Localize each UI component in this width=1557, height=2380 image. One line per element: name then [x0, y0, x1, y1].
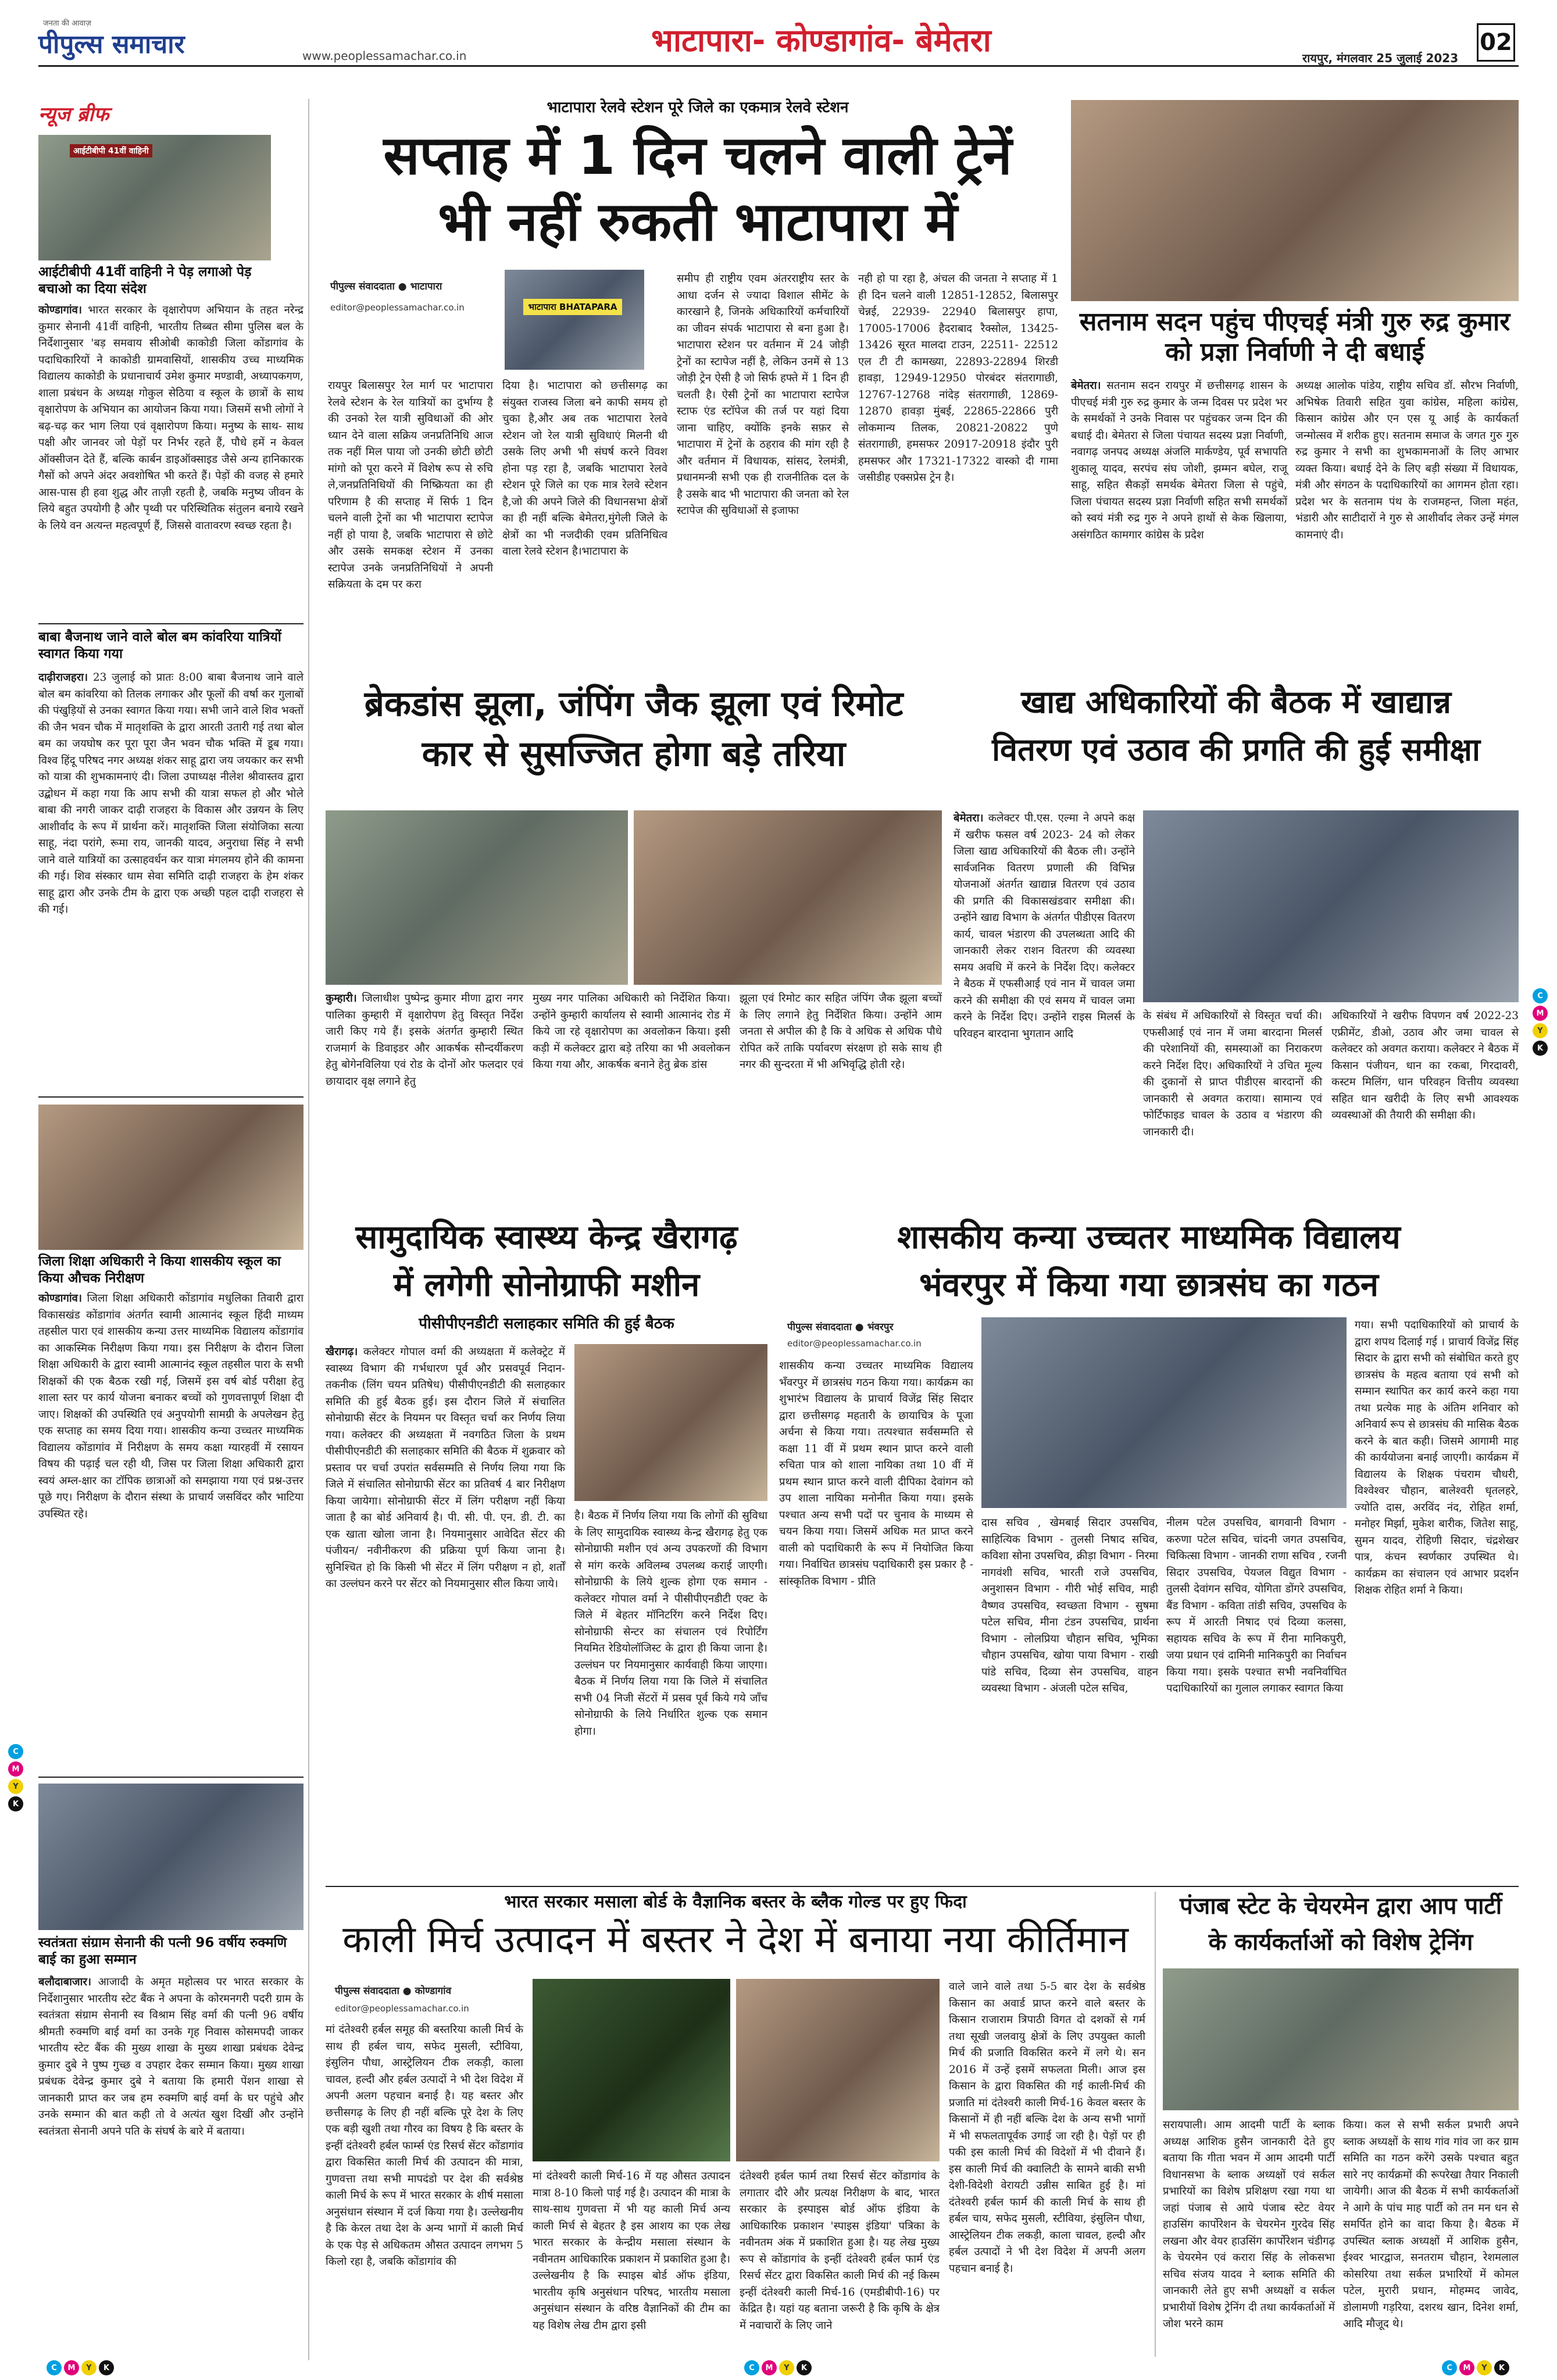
- brief3-text: जिला शिक्षा अधिकारी कोंडागांव मधुलिका तिवारी द्वारा विकासखंड कोंडागांव अंतर्गत स्वामी आत्मानंद स्कूल हिंदी माध्यम तहसील पारा एवं शासकीय कन्या उत्तर माध्यमिक विद्यालय कोंडागांव का आकस्मिक निरीक्षण किया गया। इस निरीक्षण के दौरान जिला शिक्षा अधिकारी के द्वारा स्वामी आत्मानंद स्कूल तहसील पारा के सभी शिक्षकों की एक बैठक रखी गई, जिसमें इस वर्ष बोर्ड परीक्षा हेतु शाला स्तर पर कार्य योजना बनाकर बच्चों को गुणवत्तापूर्ण शिक्षा दी जाए। शिक्षकों की उपस्थिति एवं अनुपयोगी सामग्री के अपलेखन हेतु एक सप्ताह का समय दिया गया। शासकीय कन्या उच्चतर माध्यमिक विद्यालय कोंडागांव में निरीक्षण के समय कक्षा ग्यारहवीं में रसायन विषय की पढ़ाई चल रही थी, जिस पर जिला शिक्षा अधिकारी द्वारा स्वयं अम्ल-क्षार का टॉपिक छात्राओं को समझाया गया एवं प्रश्न-उत्तर पूछे गए। निरीक्षण के दौरान संस्था के प्राचार्य जसविंदर कौर भाटिया उपस्थित रहे।: [38, 1292, 307, 1520]
- lead-col1: रायपुर बिलासपुर रेल मार्ग पर भाटापारा रेलवे स्टेशन के रेल यात्रियों का दुर्भाग्य है की उनको रेल यात्री सुविधाओं की ओर ध्यान देने वाला सक्रिय जनप्रतिनिधि आज तक नहीं मिल पाया जो उनकी छोटी छोटी मांगो को पूरा करने में विशेष रूप से रुचि ले,जनप्रतिनिधियों की निष्क्रियता का ही परिणाम है की सप्ताह में सिर्फ 1 दिन चलने वाली ट्रेनों का भी भाटापारा स्टापेज नहीं हो पाया है, जबकि भाटापारा से छोटे और उसके समकक्ष स्टेशन में उनका स्टापेज उनके जनप्रतिनिधियों ने अपनी सक्रियता के दम पर करा: [328, 380, 497, 591]
- breakdance-photo-right: [634, 810, 942, 985]
- minister-birthday-photo: [1071, 100, 1519, 301]
- brief3-dateline: कोण्डागांव।: [38, 1292, 82, 1305]
- khadya-col2: के संबंध में अधिकारियों से विस्तृत चर्चा की। एफसीआई एवं नान में जमा बारदाना मिलर्स की परेशानियों की, समस्याओं का निराकरण करने निर्देश दिए। अधिकारियों ने उचित मूल्य की दुकानों से प्राप्त पीडीएस बारदानों की जानकारी से अवगत कराया। सामान्य एवं फोर्टिफाइड चावल के उठाव व भंडारण की जानकारी दी।: [1143, 1010, 1326, 1138]
- punjab-col1: सरायपाली। आम आदमी पार्टी के ब्लाक अध्यक्ष आशिक हुसैन जानकारी देते हुए बताया कि गीता भवन में आम आदमी पार्टी विधानसभा के ब्लाक अध्यक्षों एवं सर्कल प्रभारियों का विशेष प्रशिक्षण रखा गया था जहां पंजाब से आये पंजाब स्टेट वेयर हाउसिंग कार्पोरेशन के चेयरमेन गुरदेव सिंह लखना और वेयर हाउसिंग कार्पोरेशन चंडीगढ़ के चेयरमेन एवं करारा सिंह के लोकसभा सचिव संजय यादव ने ब्लाक समिति की जानकारी लेते हुए सभी अध्यक्षों व सर्कल प्रभारीयों विशेष ट्रेनिंग दी तथा कार्यकर्ताओं में जोश भरने काम: [1163, 2119, 1338, 2330]
- freedom-fighter-wife-honour-photo: [38, 1784, 303, 1930]
- brief2-body: [38, 670, 307, 1092]
- cmyk-mark-right: [1533, 988, 1548, 1056]
- kanya-col3: नीलम पटेल उपसचिव, बागवानी विभाग - करुणा पटेल सचिव, चांदनी जगत उपसचिव, चिकित्सा विभाग - जानकी राणा सचिव , रजनी सिदार उपसचिव, पेयजल विद्युत विभाग - तुलसी देवांगन सचिव, योगिता डोंगरे उपसचिव, बैंड विभाग - कविता तांडी सचिव, उपसचिव के रूप में आरती निषाद एवं दिव्या कलसा, सहायक सचिव के रूप में रीना मानिकपुरी, जया प्रधान एवं दामिनी मानिकपुरी का निर्वाचन किया गया। इसके पश्चात सभी नवनिर्वाचित पदाधिकारियों का गुलाल लगाकर स्वागत किया: [1166, 1517, 1350, 1695]
- farmer-portrait-photo: [736, 1979, 940, 2161]
- cmyk-c: C: [47, 2360, 62, 2375]
- khadya-meeting-photo: [1143, 810, 1519, 1002]
- page-number: 02: [1477, 23, 1515, 62]
- breakdance-photo-left: [326, 810, 628, 985]
- brief2-text: 23 जुलाई को प्रातः 8:00 बाबा बैजनाथ जाने वाले बोल बम कांवरिया को तिलक लगाकर और फूलों की वर्षा कर गुलाबों की पंखुड़ियों से उनका स्वागत किया गया। सभी जाने वाले शिव भक्तों की जैन भवन चौक में मातृशक्ति के द्वारा आरती उतारी गई तथा बोल बम का जयघोष कर पूरा पूरा जैन भवन चौक भक्ति में डूब गया। विश्व हिंदू परिषद नगर अध्यक्ष शंकर साहू द्वारा जय जयकार कर सभी को यात्रा की शुभकामनाएं दी। जिला उपाध्यक्ष नीलेश श्रीवास्तव द्वारा उद्बोधन में कहा गया कि आप सभी की यात्रा सफल हो और भोले बाबा की नगरी जाकर दाढ़ी राजहरा के विकास और उन्नयन के लिए आशीर्वाद के रूप में प्रार्थना करें। मातृशक्ति जिला संयोजिका सत्या साहू, नंदा परांगे, रूमा राय, जानकी यादव, अनुराधा सिंह ने सभी जाने वाले यात्रियों का उत्साहवर्धन कर यात्रा मंगलमय होने की कामना की गई। शिव संस्कार धाम सेवा समिति दाढ़ी राजहरा के हेम शंकर साहू द्वारा और उनके टीम के द्वारा एक अच्छी पहल दाढ़ी राजहरा से की गई।: [38, 671, 307, 916]
- kalimirch-col3: दंतेश्वरी हर्बल फार्म तथा रिसर्च सेंटर कोंडागांव के लगातार दौरे और प्रत्यक्ष निरीक्षण के बाद, भारत सरकार के इस्पाइस बोर्ड ऑफ इंडिया के आधिकारिक प्रकाशन 'स्पाइस इंडिया' पत्रिका के नवीनतम अंक में प्रकाशित हुआ है। यह लेख मुख्य रूप से कोंडागांव के इन्हीं दंतेश्वरी हर्बल फार्म एंड रिसर्च सेंटर द्वारा विकसित काली मिर्च की नई किस्म इन्हीं दंतेश्वरी काली मिर्च-16 (एमडीबीपी-16) पर केंद्रित है। यहां यह बताना जरूरी है कि कृषि के क्षेत्र में नवाचारों के लिए जाने: [740, 2170, 943, 2332]
- breakdance-headline-line2: कार से सुसज्जित होगा बड़े तरिया: [422, 734, 846, 774]
- lead-byline: पीपुल्स संवाददाता ● भाटापारा: [330, 281, 442, 292]
- kalimirch-headline: काली मिर्च उत्पादन में बस्तर ने देश में बनाया नया कीर्तिमान: [342, 1918, 1129, 1961]
- kanya-headline-line2: भंवरपुर में किया गया छात्रसंघ का गठन: [919, 1266, 1379, 1304]
- brief-divider-1: [38, 623, 303, 624]
- left-column-divider: [308, 99, 309, 2360]
- khadya-headline-line2: वितरण एवं उठाव की प्रगति की हुई समीक्षा: [992, 731, 1480, 768]
- sonography-dateline: खैरागढ़।: [326, 1346, 358, 1358]
- brief4-body: [38, 1974, 307, 2346]
- sonography-headline-line2: में लगेगी सोनोग्राफी मशीन: [393, 1266, 700, 1304]
- punjab-headline-line2: के कार्यकर्ताओं को विशेष ट्रेनिंग: [1208, 1929, 1473, 1956]
- brief1-caption: आईटीबीपी 41वीं वाहिनी ने पेड़ लगाओ पेड़ बचाओ का दिया संदेश: [38, 265, 252, 296]
- khadya-dateline: बेमेतरा।: [954, 812, 984, 824]
- section-rule-2: [326, 1886, 1519, 1887]
- brief-divider-2: [38, 1096, 303, 1098]
- cmyk-y: Y: [81, 2360, 97, 2375]
- lead-kicker: भाटापारा रेलवे स्टेशन पूरे जिले का एकमात्र रेलवे स्टेशन: [547, 99, 849, 116]
- website-url[interactable]: www.peoplessamachar.co.in: [302, 49, 467, 63]
- cmyk-c: C: [1442, 2360, 1457, 2375]
- masthead-brand-box: [38, 17, 294, 59]
- breakdance-col1: [326, 991, 527, 1212]
- sonography-col1-text: कलेक्टर गोपाल वर्मा की अध्यक्षता में कलेक्ट्रेट में स्वास्थ्य विभाग की गर्भधारण पूर्व और प्रसवपूर्व निदान-तकनीक (लिंग चयन प्रतिषेध) पीसीपीएनडीटी की सलाहकार समिति की हुई बैठक हुई। इस दौरान जिले में संचालित सोनोग्राफी सेंटर के नियमन पर विस्तृत चर्चा कर निर्णय लिया गया। कलेक्टर की अध्यक्षता में नवगठित जिला के प्रथम पीसीपीएनडीटी की सलाहकार समिति की बैठक में शुक्रवार को प्रस्ताव पर चर्चा उपरांत सर्वसम्मति से निर्णय लिया गया कि जिले में संचालित सोनोग्राफी सेंटर का प्रतिवर्ष 4 बार निरीक्षण किया जायेगा। सोनोग्राफी सेंटर में लिंग परीक्षण नहीं किया जाता है का बोर्ड अनिवार्य है। पी. सी. पी. एन. डी. टी. का एक खाता खोला जाना है। नियमानुसार आवेदित सेंटर की पंजीयन/ नवीनीकरण की प्रक्रिया पूर्ण किया जाना है। सुनिश्चित हो कि किसी भी सेंटर में लिंग परीक्षण न हो, शर्तों का उल्लंघन करने पर सेंटर को नियमानुसार सील किया जाये।: [326, 1346, 569, 1590]
- breakdance-dateline: कुम्हारी।: [326, 992, 357, 1005]
- punjab-divider: [1155, 1892, 1156, 2357]
- lead-email[interactable]: editor@peoplessamachar.co.in: [330, 302, 465, 313]
- khadya-col1-text: कलेक्टर पी.एस. एल्मा ने अपने कक्ष में खरीफ फसल वर्ष 2023- 24 को लेकर जिला खाद्य अधिकारियों की बैठक ली। उन्होंने सार्वजनिक वितरण प्रणाली की विभिन्न योजनाओं अंतर्गत खाद्यान्न वितरण एवं उठाव की प्रगति की विकासखंडवार समीक्षा की। उन्होंने खाद्य विभाग के अंतर्गत पीडीएस वितरण कार्य, चावल भंडारण की उपलब्धता आदि की जानकारी लेकर राशन वितरण की व्यवस्था समय अवधि में करने के निर्देश दिए। कलेक्टर ने बैठक में एफसीआई एवं नान में चावल जमा करने की समीक्षा की एवं समय में चावल जमा करने के निर्देश दिए। उन्होंने राइस मिलर्स के परिवहन बारदाना भुगतान आदि: [954, 812, 1138, 1040]
- cmyk-y: Y: [1477, 2360, 1492, 2375]
- cmyk-k: K: [797, 2360, 812, 2375]
- sonography-col2: है। बैठक में निर्णय लिया गया कि लोगों की सुविधा के लिए सामुदायिक स्वास्थ्य केन्द्र खैरागढ़ हेतु एक सोनोग्राफी मशीन एवं अन्य उपकरणों की विभाग से मांग करके अविलम्ब उपलब्ध कराई जाएगी। सोनोग्राफी के लिये शुल्क होगा एक समान - कलेक्टर गोपाल वर्मा ने पीसीपीएनडीटी एक्ट के जिले में बेहतर मॉनिटरिंग करने निर्देश दिए। सोनोग्राफी सेन्टर का संचालन एवं रिपोर्टिंग नियमित रेडियोलॉजिस्ट के द्वारा ही किया जाना है। उल्लंघन पर नियमानुसार कार्यवाही किया जाएगा। बैठक में निर्णय लिया गया कि जिले में संचालित सभी 04 निजी सेंटरों में प्रसव पूर्व किये गये जाँच सोनोग्राफी के लिये निर्धारित शुल्क एक समान होगा।: [574, 1510, 771, 1738]
- cmyk-k: K: [1533, 1041, 1548, 1056]
- kalimirch-byline: पीपुल्स संवाददाता ● कोण्डागांव: [335, 1985, 452, 1997]
- breakdance-headline-line1: ब्रेकडांस झूला, जंपिंग जैक झूला एवं रिमोट: [364, 684, 904, 724]
- lead-col2: दिया है। भाटापारा को छत्तीसगढ़ का संयुक्त राजस्व जिला बने काफी समय हो चुका है,और अब तक भाटापारा रेलवे स्टेशन जो रेल यात्री सुविधाएं मिलनी थी उसके लिए अभी भी संघर्ष करने विवश होना पड़ रहा है, जबकि भाटापारा रेलवे स्टेशन पूरे जिले का एक मात्र रेलवे स्टेशन है,जो की अपने जिले की विधानसभा क्षेत्रों का ही नहीं बल्कि बेमेतरा,मुंगेली जिले के क्षेत्रों का भी नजदीकी एवम प्रतिनिधित्व वाला रेलवे स्टेशन है।भाटापारा के: [502, 380, 671, 558]
- lead-col3: समीप ही राष्ट्रीय एवम अंतरराष्ट्रीय स्तर के आधा दर्जन से ज्यादा विशाल सीमेंट के कारखाने है, जिनके अधिकारियों कर्मचारियों का जीवन संपर्क भाटापारा से बना हुआ है। भाटापारा स्टेशन पर वर्तमान में 24 जोड़ी ट्रेनों का स्टापेज नहीं है, लेकिन उनमें से 13 जोड़ी ट्रेन ऐसी है जो सिर्फ हफ्ते में 1 दिन ही चलती है। ऐसी ट्रेनों का भाटापारा स्टापेज स्टाफ एंड स्टॉपेज की तर्ज पर यहां दिया जाना चाहिए, क्योंकि इनके सफ़र से भाटापारा में ट्रेनों के ठहराव की मांग रही है और वर्तमान में विधायक, सांसद, रेलमंत्री, प्रधानमन्त्री सभी एक ही राजनीतिक दल के है उसके बाद भी भाटापारा की जनता को रेल स्टापेज की सुविधाओं से इजाफा: [677, 273, 852, 517]
- kalimirch-col4: वाले जाने वाले तथा 5-5 बार देश के सर्वश्रेष्ठ किसान का अवार्ड प्राप्त करने वाले बस्तर के किसान राजाराम त्रिपाठी विगत दो दशकों से गर्म तथा सूखी जलवायु क्षेत्रों के लिए उपयुक्त काली मिर्च की प्रजाति विकसित करने में लगे थे। सन 2016 में उन्हें इसमें सफलता मिली। आज इस किसान के द्वारा विकसित की गई काली-मिर्च की प्रजाति मां दंतेश्वरी काली मिर्च-16 केवल बस्तर के किसानों में ही नहीं बल्कि देश के अन्य सभी भागों में भी सफलतापूर्वक उगाई जा रही है। पेड़ों पर ही पकी इस काली मिर्च की विदेशों में भी दीवाने हैं। इस काली मिर्च की क्वालिटी के सामने बाकी सभी देशी-विदेशी वेरायटी उन्नीस साबित हुई है। मां दंतेश्वरी हर्बल फार्म की काली मिर्च के साथ ही हर्बल चाय, सफेद मुसली, स्टीविया, इंसुलिन पौधा, आस्ट्रेलियन टीक लकड़ी, काला चावल, हल्दी और हर्बल उत्पादों ने भी देश विदेश में अपनी अलग पहचान बनाई है।: [949, 1981, 1149, 2275]
- khadya-col1: [954, 810, 1138, 1212]
- brief3-caption: जिला शिक्षा अधिकारी ने किया शासकीय स्कूल का किया औचक निरीक्षण: [38, 1254, 281, 1286]
- kanya-col4: गया। सभी पदाधिकारियों को प्राचार्य के द्वारा शपथ दिलाई गई । प्राचार्य विजेंद्र सिंह सिदार के द्वारा सभी को संबोधित करते हुए छात्रसंघ के महत्व बताया एवं सभी को सम्मान स्थापित कर कार्य करने कहा गया तथा प्रत्येक माह के अंतिम शनिवार को अनिवार्य रूप से छात्रसंघ की मासिक बैठक करने के बात कही। जिसमे आगामी माह की कार्ययोजना बनाई जाएगी। कार्यक्रम में विद्यालय के शिक्षक पंचराम चौधरी, विश्वेश्वर चौहान, बालेश्वरी धृतलहरे, ज्योति दास, अरविंद नंद, रोहित शर्मा, मनोहर मिर्झा, मुकेश बारीक, जितेश साहू, सुमन यादव, रोहिणी सिदार, चंद्रशेखर पात्र, कंचन स्वर्णकार उपस्थित थे। कार्यक्रम का संचालन एवं आभार प्रदर्शन शिक्षक रोहित शर्मा ने किया।: [1355, 1319, 1522, 1596]
- issue-date: रायपुर, मंगलवार 25 जुलाई 2023: [1302, 51, 1459, 65]
- cmyk-m: M: [1459, 2360, 1474, 2375]
- cmyk-c: C: [744, 2360, 759, 2375]
- itbp-photo-banner: आईटीबीपी 41वीं वाहिनी: [70, 144, 152, 158]
- satnam-headline: सतनाम सदन पहुंच पीएचई मंत्री गुरु रुद्र कुमार को प्रज्ञा निर्वाणी ने दी बधाई: [1079, 307, 1510, 367]
- satnam-col2: अध्यक्ष आलोक पांडेय, राष्ट्रीय सचिव डॉ. सौरभ निर्वाणी, अभिषेक तिवारी सहित युवा कांग्रेस, महिला कांग्रेस, किसान कांग्रेस और एन एस यू आई के कार्यकर्ता जन्मोत्सव में शरीक हुए। सतनाम समाज के जगत गुरु गुरु रुद्र कुमार ने सभी का शुभकामनाओं के लिए आभार व्यक्त किया। बधाई देने के लिए बड़ी संख्या में विधायक, मंत्री और संगठन के पदाधिकारियों का आगमन होता रहा। प्रदेश भर के सतनाम पंथ के राजमहन्त, जिला महंत, भंडारी और साटीदारों ने गुरु से आशीर्वाद लेकर उन्हें मंगल कामनाएं दी।: [1295, 380, 1522, 541]
- masthead-rule: [38, 65, 1519, 67]
- breakdance-col1-text: जिलाधीश पुष्पेन्द्र कुमार मीणा द्वारा नगर पालिका कुम्हारी में वृक्षारोपण हेतु विस्तृत निर्देश जारी किए गये हैं। इसके अंतर्गत कुम्हारी स्थित राजमार्ग के डिवाइडर और आकर्षक सौन्दर्यीकरण हेतु बोगेनविलिया एवं रोड के दोनों ओर फलदार एवं छायादार वृक्ष लगाने हेतु: [326, 992, 527, 1088]
- section-places: भाटापारा- कोण्डागांव- बेमेतरा: [651, 22, 991, 59]
- cmyk-m: M: [8, 1761, 23, 1777]
- cmyk-mark-left: [8, 1744, 23, 1811]
- lead-headline-line1: सप्ताह में 1 दिन चलने वाली ट्रेनें: [383, 124, 1012, 187]
- sonography-col1: [326, 1344, 569, 1879]
- cmyk-m: M: [64, 2360, 79, 2375]
- news-brief-label: न्यूज ब्रीफ: [38, 103, 109, 126]
- cmyk-mark-bottom-left: [47, 2360, 114, 2375]
- brief1-text: भारत सरकार के वृक्षारोपण अभियान के तहत नरेन्द्र कुमार सेनानी 41वीं वाहिनी, भारतीय तिब्बत सीमा पुलिस बल के निर्देशानुसार 'बड़ समवाय सीओबी काकोडी जिला कोंडागांव के पदाधिकारियों ने काकोडी ग्रामवासियों, शासकीय उच्च माध्यमिक विद्यालय काकोडी के प्रधानाचार्य उमेश कुमार मण्डावी, अध्यापकगण, शाला प्रबंधन के अध्यक्ष गोकुल सेठिया व स्कूल के छात्रों के साथ वृक्षारोपण के अभियान का आयोजन किया गया। जिसमें सभी लोगों ने बढ़-चढ़ कर भाग लिया एवं वृक्षारोपण किया। मनुष्य के साथ- साथ पक्षी और जानवर जो पेड़ों पर निर्भर रहते हैं, पौधे हमें न केवल ऑक्सीजन देते हैं, बल्कि कार्बन डाइऑक्साइड जैसे अन्य हानिकारक गैसों को अपने अंदर अवशोषित भी करते हैं। पेड़ों की वजह से हमारे आस-पास ही हवा शुद्ध और ताज़ी रहती है, जबकि मनुष्य जीवन के लिये बहुत उपयोगी है और पृथ्वी पर परिस्थितिक संतुलन बनाये रखने के लिये वन अत्यन्त महत्वपूर्ण हैं, जिससे वातावरण स्वच्छ रहता है।: [38, 304, 307, 532]
- cmyk-mark-bottom-right: [1442, 2360, 1509, 2375]
- kanya-col2: दास सचिव , खेमबाई सिदार उपसचिव, साहित्यिक विभाग - तुलसी निषाद सचिव, कविशा सोना उपसचिव, क्रीड़ा विभाग - निरमा नागवंशी सचिव, भारती राजे उपसचिव, अनुशासन विभाग - गीरी भोई सचिव, माही वैष्णव उपसचिव, स्वच्छता विभाग - सुषमा पटेल सचिव, मीना टंडन उपसचिव, प्रार्थना विभाग - लोलप्रिया चौहान सचिव, भूमिका चौहान उपसचिव, खोया पाया विभाग - राखी पांडे सचिव, दिव्या सेन उपसचिव, वाहन व्यवस्था विभाग - अंजली पटेल सचिव,: [981, 1517, 1162, 1695]
- lead-col4: नही हो पा रहा है, अंचल की जनता ने सप्ताह में 1 ही दिन चलने वाली 12851-12852, बिलासपुर चेन्नई, 22939- 22940 बिलासपुर हापा, 17005-17006 हैदराबाद रैक्सोल, 13425- 13426 सूरत मालदा टाउन, 22511- 22512 एल टी टी कामख्या, 22893-22894 शिरडी हावड़ा, 12949-12950 पोरबंदर संतरागाछी, 12767-12768 नांदेड़ संतरागाछी, 12869-12870 हावड़ा मुंबई, 22865-22866 पुरी लोकमान्य तिलक, 20821-20822 पुणे संतरागाछी, हमसफर 20917-20918 इंदौर पुरी हमसफर और 17321-17322 वास्को दी गामा जसीडीह एक्सप्रेस ट्रेन है।: [858, 273, 1062, 484]
- cmyk-y: Y: [8, 1779, 23, 1794]
- khadya-headline-line1: खाद्य अधिकारियों की बैठक में खाद्यान्न: [1021, 684, 1451, 720]
- satnam-col1-text: सतनाम सदन रायपुर में छत्तीसगढ़ शासन के पीएचई मंत्री गुरु रुद्र कुमार के जन्म दिवस पर प्रदेश भर के समर्थकों ने उनके निवास पर पहुंचकर जन्म दिन की बधाई दी। बेमेतरा से जिला पंचायत सदस्य प्रज्ञा निर्वाणी, नवागढ़ जनपद अध्यक्ष अंजलि मार्कण्डेय, पूर्व सभापति शुकालू यादव, सरपंच संघ जोशी, झम्मन बघेल, राजू साहू, सहित सैकड़ों समर्थक बेमेतरा जिला से पहुंचे, जिला पंचायत सदस्य प्रज्ञा निर्वाणी सहित सभी समर्थकों को स्वयं मंत्री रुद्र गुरु ने अपने हाथों से केक खिलाया, असंगठित कामगार कांग्रेस के प्रदेश: [1071, 380, 1291, 541]
- cmyk-c: C: [8, 1744, 23, 1759]
- brief4-text: आजादी के अमृत महोत्सव पर भारत सरकार के निर्देशानुसार भारतीय स्टेट बैंक ने अपना के कोरमनगरी पदरी ग्राम के स्वतंत्रता संग्राम सेनानी स्व विश्राम सिंह वर्मा की पत्नी 96 वर्षीय श्रीमती रुक्मणि बाई वर्मा का उनके गृह निवास कोसमपदी जाकर भारतीय स्टेट बैंक की मुख्य शाखा के मुख्य शाखा प्रबंधक देवेन्द्र कुमार दुबे ने पुष्प गुच्छ व उपहार देकर सम्मान किया। मुख्य शाखा प्रबंधक देवेन्द्र कुमार दुबे ने बताया कि हमारी पेंशन शाखा से जानकारी प्राप्त कर जब हम रुक्मणि बाई वर्मा के घर पहुंचे और उनके सम्मान की बात कही तो वे अत्यंत खुश दिखीं और उन्होंने स्वतंत्रता सेनानी अपने पति के संघर्ष के बारे में बताया।: [38, 1976, 307, 2138]
- kanya-email[interactable]: editor@peoplessamachar.co.in: [787, 1338, 922, 1349]
- breakdance-col3: झूला एवं रिमोट कार सहित जंपिंग जैक झूला बच्चों के लिए लगाने हेतु निर्देशित किया। उन्होंने आम जनता से अपील की है कि वे अधिक से अधिक पौधे रोपित करें ताकि पर्यावरण संरक्षण हो सके साथ ही नगर की सुन्दरता में भी अभिवृद्धि होती रहे।: [740, 992, 945, 1071]
- satnam-col1: [1071, 378, 1291, 860]
- sonography-meeting-photo: [574, 1344, 767, 1501]
- brief2-dateline: दाढ़ीराजहरा।: [38, 671, 88, 684]
- cmyk-c: C: [1533, 988, 1548, 1003]
- lead-headline-line2: भी नहीं रुकती भाटापारा में: [438, 191, 958, 253]
- kanya-col1: शासकीय कन्या उच्चतर माध्यमिक विद्यालय भँवरपुर में छात्रसंघ गठन किया गया। कार्यक्रम का शुभारंभ विद्यालय के प्राचार्य विजेंद्र सिंह सिदार द्वारा छत्तीसगढ़ महतारी के छायाचित्र के पूजा अर्चना से किया गया। तत्पश्चात सर्वसम्मति से कक्षा 11 वीं में प्रथम स्थान प्राप्त करने वाली रुचिता पात्र को शाला नायिका तथा 10 वीं में प्रथम स्थान प्राप्त करने वाली दीपिका देवांगन को उप शाला नायिका मनोनीत किया गया। इसके पश्चात अन्य सभी पदों पर चुनाव के माध्यम से चयन किया गया। जिसमें अधिक मत प्राप्त करने वाली को पदाधिकारी के रूप में नियोजित किया गया। निर्वाचित छात्रसंघ पदाधिकारी इस प्रकार है - सांस्कृतिक विभाग - प्रीति: [779, 1360, 977, 1588]
- kalimirch-email[interactable]: editor@peoplessamachar.co.in: [335, 2003, 469, 2014]
- brand-tagline: जनता की आवाज़: [43, 19, 91, 28]
- cmyk-y: Y: [779, 2360, 794, 2375]
- khadya-col3: अधिकारियों ने खरीफ विपणन वर्ष 2022-23 एफ्रीमेंट, डीओ, उठाव और जमा चावल से कलेक्टर को अवगत कराया। कलेक्टर ने बैठक में किसान पंजीयन, धान का रकबा, गिरदावरी, कस्टम मिलिंग, धान परिवहन वित्तीय व्यवस्था सहित धान खरीदी के लिए सभी आवश्यक व्यवस्थाओं की तैयारी की समीक्षा की।: [1331, 1010, 1522, 1121]
- punjab-headline-line1: पंजाब स्टेट के चेयरमेन द्वारा आप पार्टी: [1179, 1893, 1502, 1920]
- bhatapara-station-photo: [505, 270, 644, 370]
- brief4-dateline: बलौदाबाजार।: [38, 1976, 91, 1988]
- cmyk-mark-bottom-center: [744, 2360, 812, 2375]
- kalimirch-col2: मां दंतेश्वरी काली मिर्च-16 में यह औसत उत्पादन मात्रा 8-10 किलो पाई गई है। उत्पादन की मात्रा के साथ-साथ गुणवत्ता में भी यह काली मिर्च अन्य काली मिर्च से बेहतर है इस आशय का एक लेख भारत सरकार के केन्द्रीय मसाला संस्थान के नवीनतम आधिकारिक प्रकाशन में प्रकाशित हुआ है। उल्लेखनीय है कि स्पाइस बोर्ड ऑफ इंडिया, भारतीय कृषि अनुसंधान परिषद, भारतीय मसाला अनुसंधान संस्थान के वरिष्ठ वैज्ञानिकों की टीम का यह विशेष लेख टीम द्वारा इसी: [533, 2170, 734, 2332]
- brief2-headline: बाबा बैजनाथ जाने वाले बोल बम कांवरिया यात्रियों स्वागत किया गया: [38, 630, 281, 662]
- brief4-caption: स्वतंत्रता संग्राम सेनानी की पत्नी 96 वर्षीय रुक्मणि बाई का हुआ सम्मान: [38, 1935, 287, 1967]
- breakdance-col2: मुख्य नगर पालिका अधिकारी को निर्देशित किया। उन्होंने कुम्हारी कार्यालय से स्वामी आत्मानंद रोड में किये जा रहे वृक्षारोपण का अवलोकन किया। इसी कड़ी में कलेक्टर द्वारा बड़े तरिया का भी अवलोकन किया गया और, आकर्षक बनाने हेतु ब्रेक डांस: [533, 992, 734, 1071]
- masthead: [0, 0, 1557, 65]
- station-board: भाटापारा BHATAPARA: [523, 299, 622, 315]
- kalimirch-col1: मां दंतेश्वरी हर्बल समूह की बस्तरिया काली मिर्च के साथ ही हर्बल चाय, सफेद मुसली, स्टीविया, इंसुलिन पौधा, आस्ट्रेलियन टीक लकड़ी, काला चावल, हल्दी और हर्बल उत्पादों ने भी देश विदेश में अपनी अलग पहचान बनाई है। यह बस्तर और छत्तीसगढ़ के लिए ही नहीं बल्कि पूरे देश के लिए एक बड़ी खुशी तथा गौरव का विषय है कि बस्तर के इन्हीं दंतेश्वरी हर्बल फार्म्स एंड रिसर्च सेंटर कोंडागांव द्वारा विकसित काली मिर्च की उत्पादन की मात्रा, गुणवत्ता तथा सभी मापदंडो पर देश की सर्वश्रेष्ठ काली मिर्च के रूप में भारत सरकार के शीर्ष मसाला अनुसंधान संस्थान में दर्ज किया गया है। उल्लेखनीय है कि केरल तथा देश के अन्य भागों में काली मिर्च के एक पेड़ से अधिकतम औसत उत्पादन लगभग 5 किलो रहा है, जबकि कोंडागांव की: [326, 2024, 527, 2268]
- black-pepper-vine-photo: [533, 1979, 730, 2161]
- cmyk-y: Y: [1533, 1023, 1548, 1038]
- cmyk-m: M: [1533, 1006, 1548, 1021]
- aap-training-group-photo: [1163, 1968, 1519, 2110]
- brief1-dateline: कोण्डागांव।: [38, 304, 82, 316]
- kanya-student-assembly-photo: [981, 1317, 1347, 1508]
- kalimirch-kicker: भारत सरकार मसाला बोर्ड के वैज्ञानिक बस्तर के ब्लैक गोल्ड पर हुए फिदा: [504, 1892, 967, 1912]
- brief3-body: [38, 1291, 307, 1771]
- kanya-byline: पीपुल्स संवाददाता ● भंवरपुर: [787, 1321, 894, 1333]
- punjab-col2: किया। कल से सभी सर्कल प्रभारी अपने ब्लाक अध्यक्षों के साथ गांव गांव जा कर ग्राम समिति का गठन करेंगे उसके पश्चात बहुत सारे नए कार्यक्रमों की रूपरेखा तैयार निकाली जायेगी। आज की बैठक में सभी कार्यकर्ताओं ने आगे के पांच माह पार्टी को तन मन धन से समर्पित होने का वादा किया है। बैठक में उपस्थित ब्लाक अध्यक्षों में आशिक हुसैन, ईश्वर भारद्वाज, सनतराम चौहान, रेशमलाल कोसरिया तथा सर्कल प्रभारियों में कोमल पटेल, मुरारी प्रधान, मोहम्मद जावेद, डोलामणी गड़रिया, दशरथ खान, दिनेश शर्मा, आदि मौजूद थे।: [1343, 2119, 1522, 2330]
- kanya-headline-line1: शासकीय कन्या उच्चतर माध्यमिक विद्यालय: [897, 1218, 1401, 1256]
- satnam-dateline: बेमेतरा।: [1071, 380, 1101, 392]
- sonography-headline-line1: सामुदायिक स्वास्थ्य केन्द्र खैरागढ़: [355, 1218, 738, 1256]
- brief1-body: [38, 302, 307, 619]
- cmyk-m: M: [762, 2360, 777, 2375]
- brand-logo: पीपुल्स समाचार: [38, 30, 185, 59]
- cmyk-k: K: [99, 2360, 114, 2375]
- brief-divider-3: [38, 1777, 303, 1778]
- cmyk-k: K: [8, 1796, 23, 1811]
- sonography-subhead: पीसीपीएनडीटी सलाहकार समिति की हुई बैठक: [419, 1315, 674, 1332]
- deo-school-inspection-photo: [38, 1105, 303, 1250]
- cmyk-k: K: [1494, 2360, 1509, 2375]
